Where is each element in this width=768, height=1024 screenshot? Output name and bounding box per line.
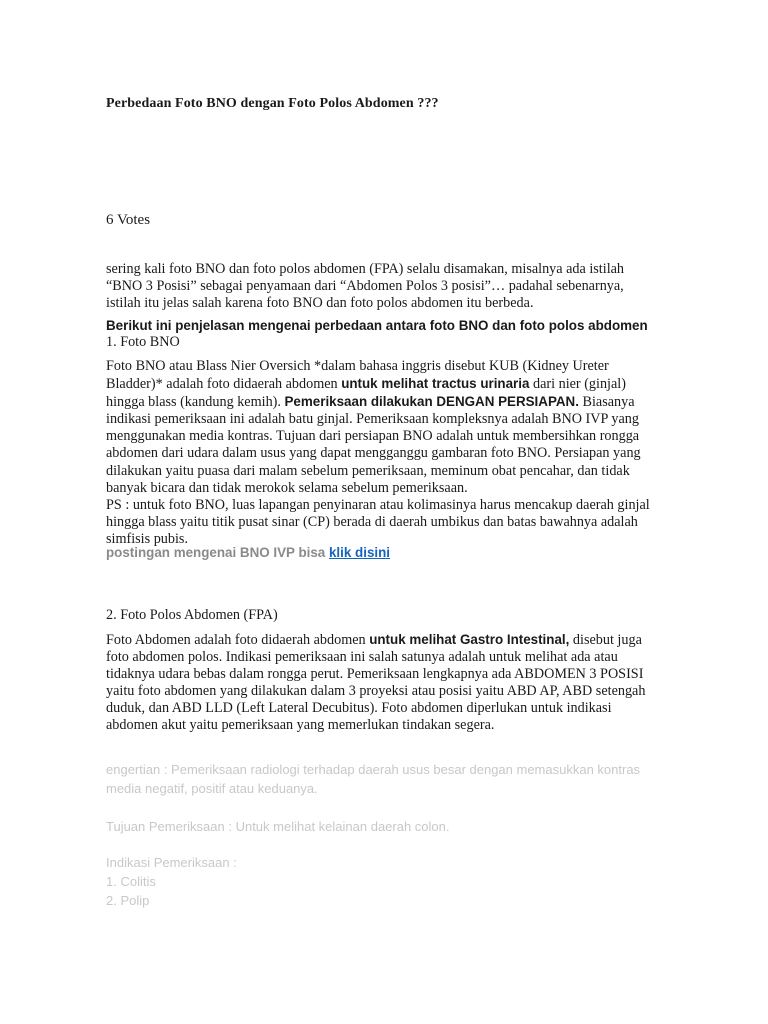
- document-title: Perbedaan Foto BNO dengan Foto Polos Abdomen ???: [106, 96, 439, 111]
- intro-line: “BNO 3 Posisi” sebagai penyamaan dari “Abdomen Polos 3 posisi”… padahal sebenarnya,: [106, 278, 624, 295]
- link-prefix: postingan mengenai BNO IVP bisa: [106, 545, 329, 560]
- faded-indikasi-heading: Indikasi Pemeriksaan :: [106, 855, 237, 870]
- fpa-emphasis: untuk melihat Gastro Intestinal,: [369, 632, 570, 647]
- section-heading-fpa: 2. Foto Polos Abdomen (FPA): [106, 607, 278, 623]
- bno-ps-note: PS : untuk foto BNO, luas lapangan penyinaran atau kolimasinya harus mencakup daerah ginjal hingga blass yaitu titik pusat sinar (CP) berada di daerah umbikus dan batas bawahnya adalah simfisis pubis.: [106, 496, 650, 547]
- bno-emphasis: untuk melihat tractus urinaria: [341, 376, 530, 392]
- faded-indikasi-list: [106, 853, 666, 910]
- fpa-text: disebut juga foto abdomen polos. Indikasi pemeriksaan ini salah satunya adalah untuk melihat ada atau tidaknya udara bebas dalam rongga perut. Pemeriksaan lengkapnya ada ABDOMEN 3 POSISI yaitu foto abdomen yang dilakukan dalam 3 proyeksi atau posisi yaitu ABD AP, ABD setengah duduk, dan ABD LLD (Left Lateral Decubitus). Foto abdomen diperlukan untuk indikasi abdomen akut yaitu pemeriksaan yang memerlukan tindakan segera.: [106, 632, 646, 734]
- klik-disini-link[interactable]: klik disini: [328, 545, 391, 560]
- bno-emphasis: Pemeriksaan dilakukan DENGAN PERSIAPAN.: [284, 394, 579, 410]
- faded-line: media negatif, positif atau keduanya.: [106, 781, 318, 796]
- intro-line: istilah itu jelas salah karena foto BNO dan foto polos abdomen itu berbeda.: [106, 295, 534, 312]
- bno-ivp-link-line: [106, 544, 666, 561]
- section-heading-bno: 1. Foto BNO: [106, 334, 180, 351]
- faded-definition: [106, 760, 666, 798]
- intro-line: sering kali foto BNO dan foto polos abdomen (FPA) selalu disamakan, misalnya ada istilah: [106, 261, 625, 277]
- intro-paragraph: [106, 261, 666, 312]
- votes-count: 6 Votes: [106, 212, 151, 228]
- faded-list-item: 1. Colitis: [106, 874, 156, 889]
- fpa-text: Foto Abdomen adalah foto didaerah abdomen: [106, 632, 370, 648]
- faded-line: engertian : Pemeriksaan radiologi terhadap daerah usus besar dengan memasukkan kontras: [106, 762, 641, 777]
- explanation-heading: Berikut ini penjelasan mengenai perbedaan antara foto BNO dan foto polos abdomen: [106, 318, 648, 333]
- faded-list-item: 2. Polip: [106, 893, 150, 908]
- explanation-block: [106, 317, 666, 351]
- bno-text: dari nier (ginjal) hingga blass (kandung kemih).: [106, 376, 626, 411]
- bno-paragraph: [106, 358, 666, 548]
- bno-text: Biasanya indikasi pemeriksaan ini adalah batu ginjal. Pemeriksaan kompleksnya adalah BNO IVP yang menggunakan media kontras. Tujuan dari persiapan BNO adalah untuk membersihkan rongga abdomen dari udara dalam usus yang dapat mengganggu gambaran foto BNO. Persiapan yang dilakukan yaitu puasa dari malam sebelum pemeriksaan, meminum obat pencahar, dan tidak banyak bicara dan tidak merokok selama sebelum pemeriksaan.: [106, 394, 641, 496]
- fpa-paragraph: [106, 631, 666, 735]
- faded-tujuan: Tujuan Pemeriksaan : Untuk melihat kelainan daerah colon.: [106, 819, 450, 834]
- bno-text: Foto BNO atau Blass Nier Oversich *dalam bahasa inggris disebut KUB (Kidney Ureter Bladder)* adalah foto didaerah abdomen: [106, 358, 609, 393]
